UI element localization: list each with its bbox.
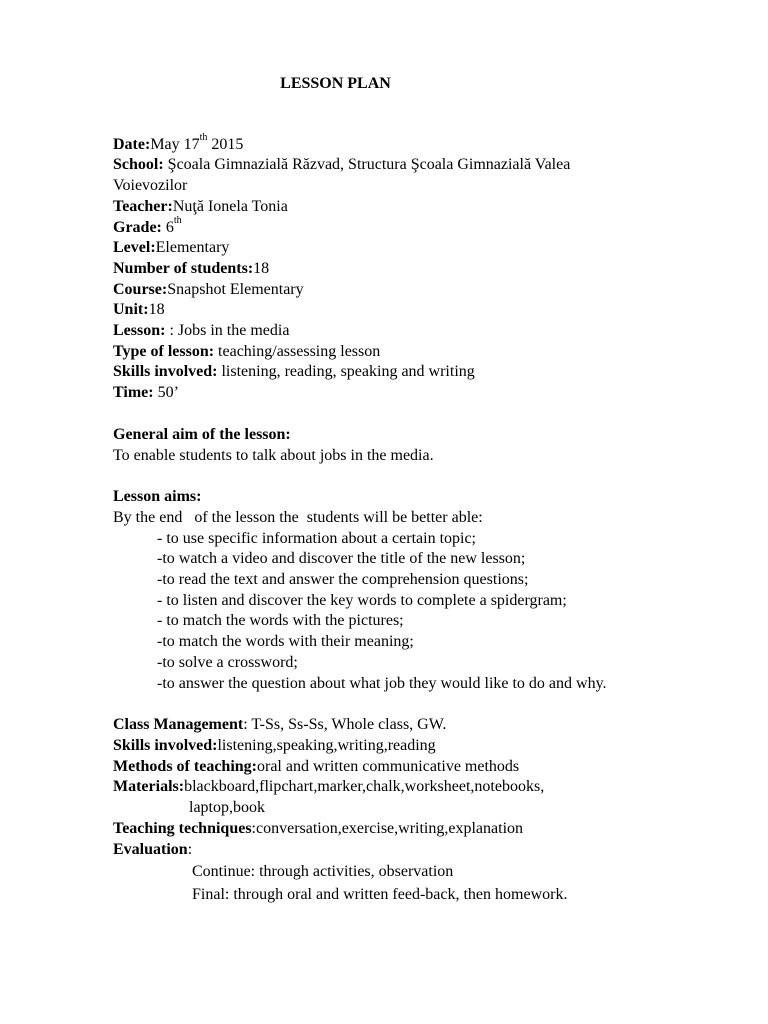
evaluation-label: Evaluation — [113, 840, 188, 858]
list-item: - to match the words with the pictures; — [157, 612, 404, 630]
date-label: Date: — [113, 135, 151, 153]
list-item: -to read the text and answer the comprehension questions; — [157, 571, 529, 589]
materials-row — [113, 777, 713, 798]
evaluation-final: Final: through oral and written feed-back, then homework. — [192, 886, 568, 904]
time-label: Time: — [113, 384, 154, 402]
general-aim-heading-text: General aim of the lesson: — [113, 425, 291, 443]
general-aim-text: To enable students to talk about jobs in the media. — [113, 446, 434, 464]
methods-row — [113, 757, 713, 778]
type-value: teaching/assessing lesson — [214, 342, 381, 360]
school-label: School: — [113, 156, 164, 174]
teacher-row — [113, 197, 713, 218]
methods-label: Methods of teaching: — [113, 757, 257, 775]
list-item: -to answer the question about what job they would like to do and why. — [157, 674, 607, 692]
skills-row — [113, 362, 713, 383]
level-label: Level: — [113, 239, 156, 257]
teacher-value: Nuţă Ionela Tonia — [172, 197, 288, 215]
teacher-label: Teacher: — [113, 197, 173, 215]
lesson-value: : Jobs in the media — [169, 322, 290, 340]
methods-value: oral and written communicative methods — [256, 757, 520, 775]
unit-value: 18 — [148, 301, 165, 319]
level-row — [113, 238, 713, 259]
students-value: 18 — [253, 259, 270, 277]
page-title: LESSON PLAN — [280, 75, 391, 92]
level-value: Elementary — [155, 239, 230, 257]
date-year: 2015 — [207, 135, 244, 153]
students-row — [113, 259, 713, 280]
materials-value: blackboard,flipchart,marker,chalk,worksheet,notebooks, — [184, 778, 545, 796]
grade-value: 6 — [161, 218, 174, 236]
techniques-label: Teaching techniques — [113, 819, 252, 837]
class-management-value: : T-Ss, Ss-Ss, Whole class, GW. — [243, 716, 447, 734]
evaluation-row — [113, 840, 713, 861]
lesson-row — [113, 321, 713, 342]
time-row — [113, 383, 713, 404]
materials-label: Materials: — [113, 778, 185, 796]
list-item: - to use specific information about a certain topic; — [157, 529, 476, 547]
grade-sup: th — [173, 215, 182, 227]
lesson-aims-intro: By the end of the lesson the students will be better able: — [113, 508, 483, 526]
date-sup: th — [199, 132, 208, 144]
course-row — [113, 280, 713, 301]
lesson-aims-heading — [113, 487, 713, 508]
course-label: Course: — [113, 280, 168, 298]
skills-label-2: Skills involved: — [113, 736, 218, 754]
evaluation-colon: : — [187, 840, 193, 858]
skills-value-2: listening,speaking,writing,reading — [217, 736, 436, 754]
unit-label: Unit: — [113, 301, 149, 319]
spacer — [113, 466, 713, 487]
skills-row-2 — [113, 736, 713, 757]
class-management-label: Class Management — [113, 716, 244, 734]
grade-label: Grade: — [113, 218, 162, 236]
techniques-value: :conversation,exercise,writing,explanation — [251, 819, 524, 837]
lesson-aims-heading-text: Lesson aims: — [113, 488, 202, 506]
grade-row — [113, 215, 713, 239]
list-item: -to watch a video and discover the title of the new lesson; — [157, 550, 526, 568]
school-row — [113, 155, 713, 176]
unit-row — [113, 300, 713, 321]
lesson-label: Lesson: — [113, 322, 170, 340]
skills-value: listening, reading, speaking and writing — [217, 363, 475, 381]
lesson-plan-document — [113, 74, 713, 906]
list-item: -to solve a crossword; — [157, 653, 298, 671]
school-value: Şcoala Gimnazială Răzvad, Structura Şcoala Gimnazială Valea — [163, 156, 571, 174]
time-value: 50’ — [153, 384, 179, 402]
school-row-cont: Voievozilor — [113, 177, 188, 195]
course-value: Snapshot Elementary — [167, 280, 304, 298]
evaluation-continue: Continue: through activities, observation — [192, 863, 454, 881]
materials-row-cont: laptop,book — [189, 799, 265, 817]
spacer — [113, 404, 713, 425]
type-row — [113, 342, 713, 363]
list-item: - to listen and discover the key words to complete a spidergram; — [157, 591, 567, 609]
list-item: -to match the words with their meaning; — [157, 633, 414, 651]
class-management-row — [113, 715, 713, 736]
date-value: May 17 — [150, 135, 200, 153]
students-label: Number of students: — [113, 259, 254, 277]
spacer — [113, 694, 713, 715]
date-row — [113, 132, 713, 156]
general-aim-heading — [113, 425, 713, 446]
type-label: Type of lesson: — [113, 342, 215, 360]
techniques-row — [113, 819, 713, 840]
skills-label: Skills involved: — [113, 363, 218, 381]
